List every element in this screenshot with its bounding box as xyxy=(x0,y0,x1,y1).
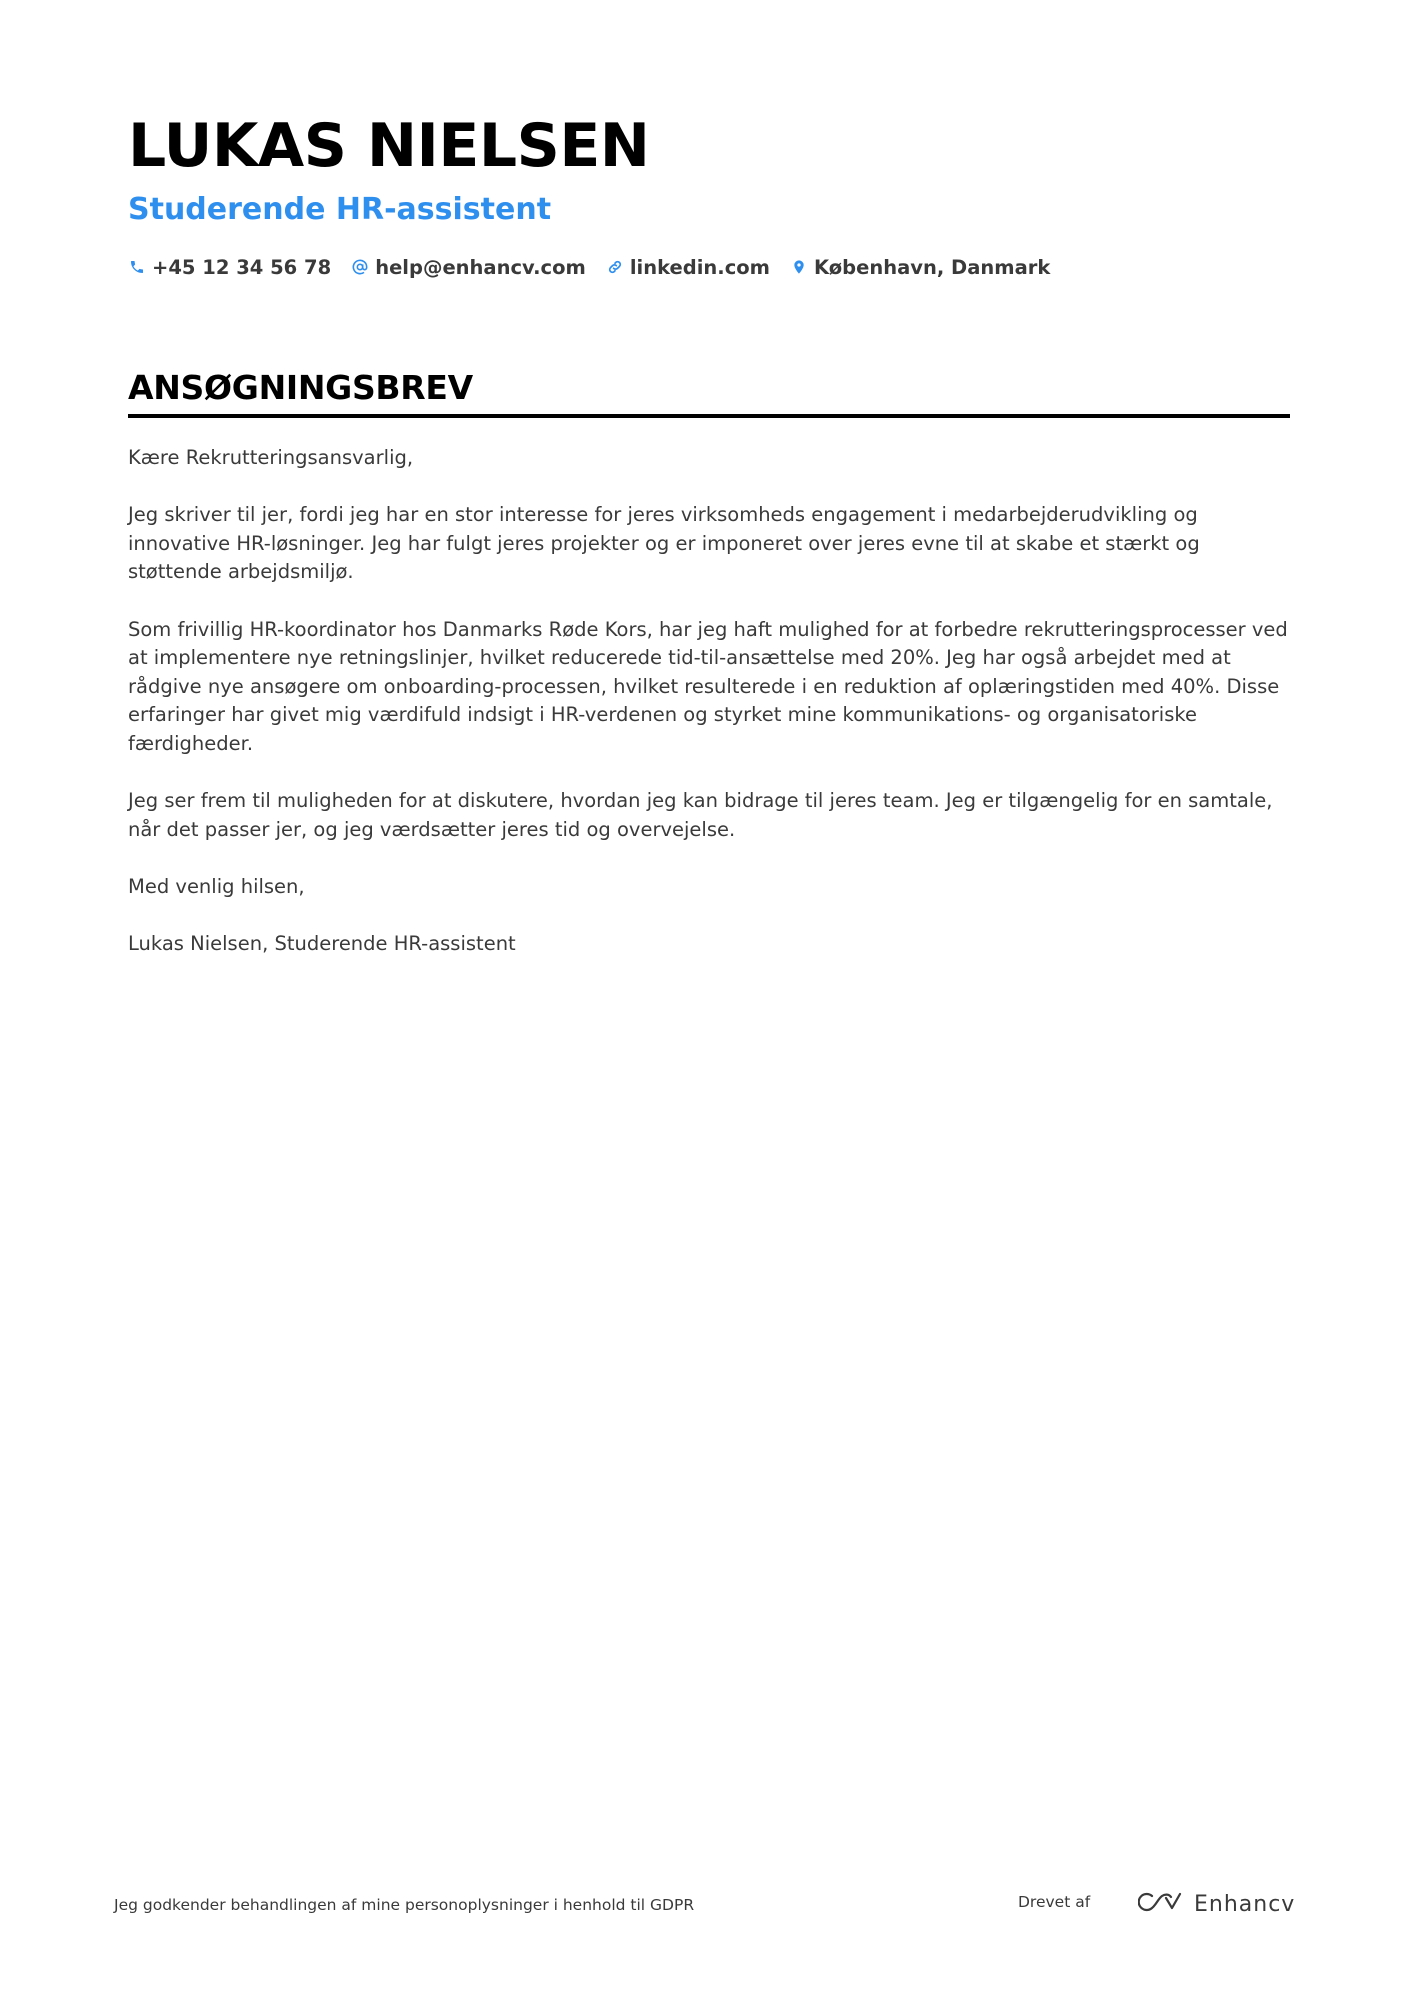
letter-paragraph: Som frivillig HR-koordinator hos Danmarks Røde Kors, har jeg haft mulighed for at forbedre rekrutteringsprocesser ved at implementere nye retningslinjer, hvilket reducerede tid-til-ansættelse med 20%. Jeg har også arbejdet med at rådgive nye ansøgere om onboarding-processen, hvilket resulterede i en reduktion af oplæringstiden med 40%. Disse erfaringer har givet mig værdifuld indsigt i HR-verdenen og styrket mine kommunikations- og organisatoriske færdigheder. xyxy=(128,617,1288,755)
link-icon xyxy=(606,258,624,276)
letter-closing: Med venlig hilsen, xyxy=(128,874,305,898)
section-title: ANSØGNINGSBREV xyxy=(128,368,473,407)
footer xyxy=(114,1890,1296,1920)
letter-paragraph: Jeg skriver til jer, fordi jeg har en stor interesse for jeres virksomheds engagement i medarbejderudvikling og innovative HR-løsninger. Jeg har fulgt jeres projekter og er imponeret over jeres evne til at skabe et stærkt og støttende arbejdsmiljø. xyxy=(128,503,1200,584)
gdpr-consent-text: Jeg godkender behandlingen af mine personoplysninger i henhold til GDPR xyxy=(114,1896,695,1914)
contact-linkedin-text: linkedin.com xyxy=(629,255,770,279)
letter-signature: Lukas Nielsen, Studerende HR-assistent xyxy=(128,932,516,956)
candidate-name: LUKAS NIELSEN xyxy=(128,111,650,181)
location-pin-icon xyxy=(790,258,808,276)
contact-location-text: København, Danmark xyxy=(813,255,1051,279)
enhancv-logo-icon xyxy=(1138,1890,1184,1919)
at-icon xyxy=(351,258,369,276)
phone-icon xyxy=(128,258,146,276)
brand-link[interactable] xyxy=(1138,1890,1295,1918)
powered-by-label: Drevet af xyxy=(1018,1893,1091,1911)
contact-email[interactable] xyxy=(351,256,586,279)
contact-info xyxy=(128,252,1288,282)
letter-greeting: Kære Rekrutteringsansvarlig, xyxy=(128,446,414,469)
contact-email-text: help@enhancv.com xyxy=(375,255,586,279)
letter-paragraph: Jeg ser frem til muligheden for at diskutere, hvordan jeg kan bidrage til jeres team. Jeg er tilgængelig for en samtale, når det passer jer, og jeg værdsætter jeres tid og overvejelse. xyxy=(128,789,1273,841)
header xyxy=(128,108,1288,282)
contact-phone[interactable] xyxy=(128,256,331,279)
contact-phone-text: +45 12 34 56 78 xyxy=(152,255,332,279)
cover-letter-section xyxy=(128,366,1290,987)
job-title: Studerende HR-assistent xyxy=(128,192,552,227)
section-divider xyxy=(128,414,1290,418)
brand-name: Enhancv xyxy=(1194,1891,1296,1917)
contact-location xyxy=(790,256,1050,279)
contact-linkedin[interactable] xyxy=(606,256,770,279)
letter-body xyxy=(128,444,1290,959)
